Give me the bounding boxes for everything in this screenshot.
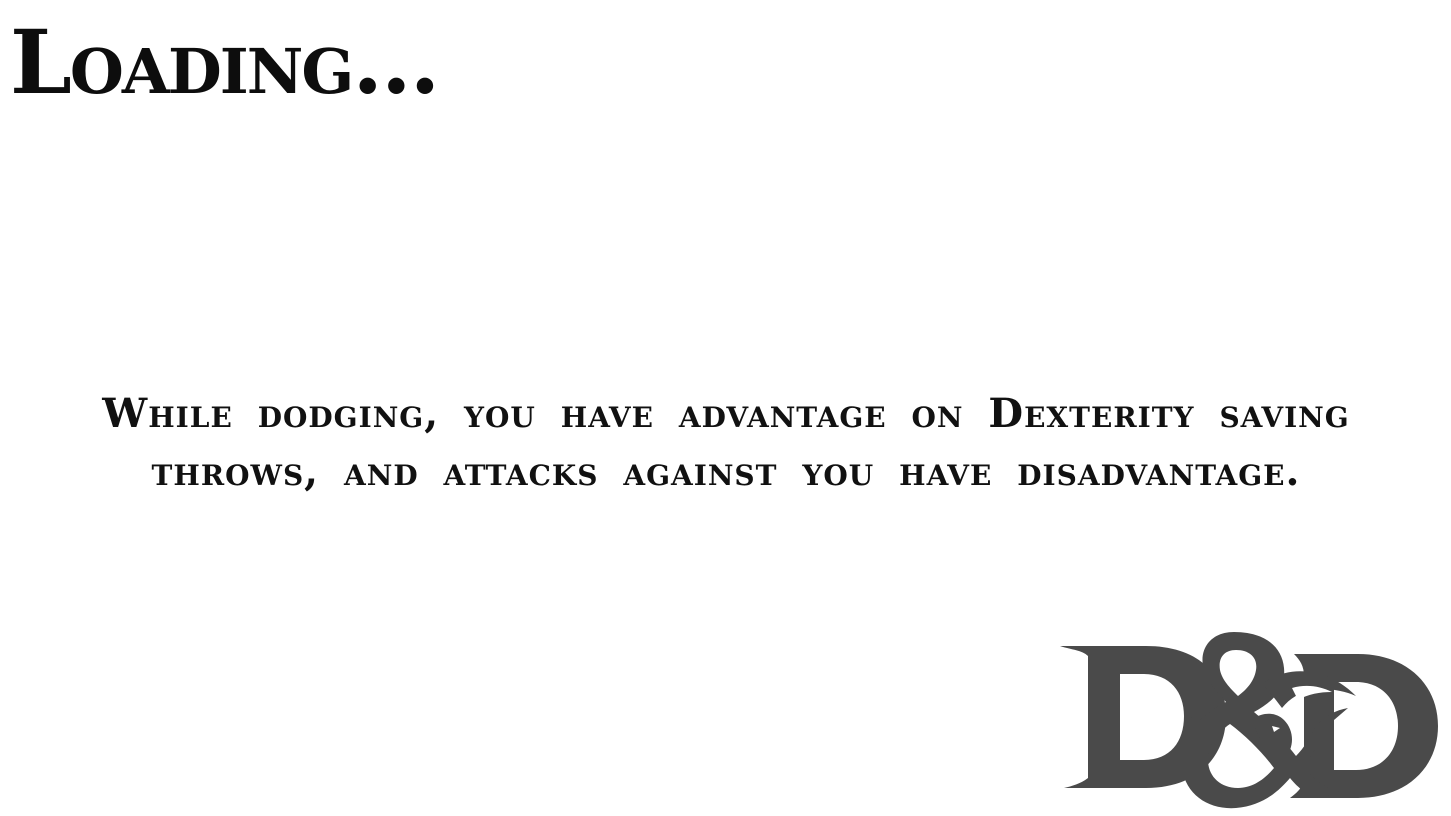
loading-tip: While dodging, you have advantage on Dexterity saving throws, and attacks against you have disadvantage.	[102, 390, 1350, 495]
dnd-logo	[1058, 628, 1440, 812]
loading-title: Loading...	[10, 10, 439, 114]
